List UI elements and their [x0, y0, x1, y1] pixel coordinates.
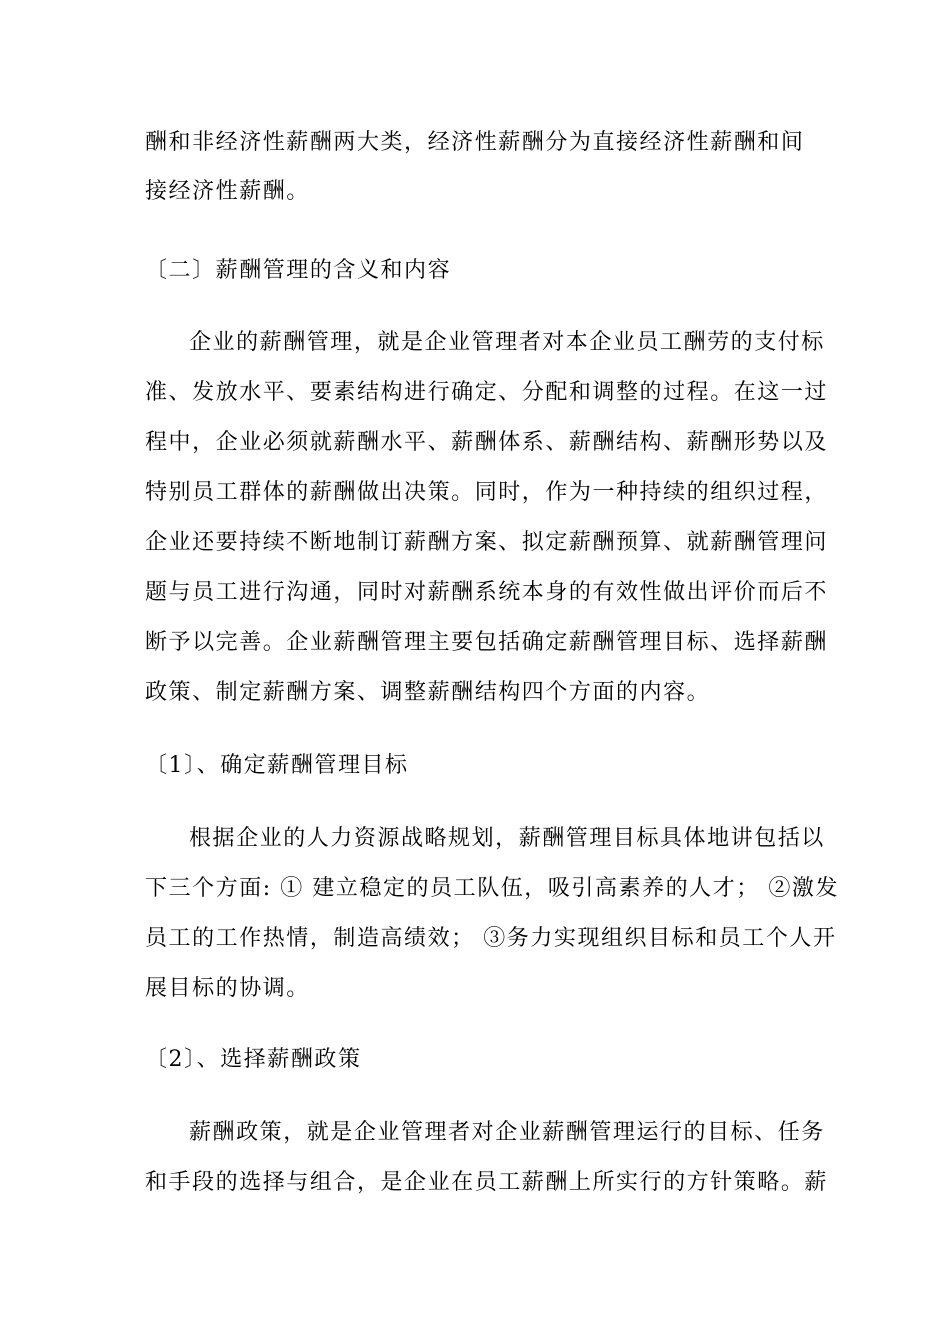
section-heading: 〔1〕、确定薪酬管理目标	[145, 753, 409, 778]
paragraph-line: 企业还要持续不断地制订薪酬方案、拟定薪酬预算、就薪酬管理问	[145, 530, 828, 555]
paragraph-line: 员工的工作热情，制造高绩效； ③务力实现组织目标和员工个人开	[145, 926, 837, 951]
paragraph-line: 题与员工进行沟通，同时对薪酬系统本身的有效性做出评价而后不	[145, 580, 828, 605]
paragraph-line: 酬和非经济性薪酬两大类，经济性薪酬分为直接经济性薪酬和间	[145, 130, 805, 155]
paragraph-line: 政策、制定薪酬方案、调整薪酬结构四个方面的内容。	[145, 680, 711, 705]
paragraph-line: 准、发放水平、要素结构进行确定、分配和调整的过程。在这一过	[145, 380, 828, 405]
paragraph-line: 程中，企业必须就薪酬水平、薪酬体系、薪酬结构、薪酬形势以及	[145, 430, 828, 455]
paragraph-line: 企业的薪酬管理，就是企业管理者对本企业员工酬劳的支付标	[189, 330, 825, 355]
paragraph-line: 断予以完善。企业薪酬管理主要包括确定薪酬管理目标、选择薪酬	[145, 630, 828, 655]
section-heading: 〔2〕、选择薪酬政策	[145, 1047, 362, 1072]
paragraph-line: 特别员工群体的薪酬做出决策。同时，作为一种持续的组织过程，	[145, 480, 828, 505]
paragraph-line: 接经济性薪酬。	[145, 179, 310, 204]
paragraph-line: 和手段的选择与组合，是企业在员工薪酬上所实行的方针策略。薪	[145, 1170, 828, 1195]
section-heading: 〔二〕薪酬管理的含义和内容	[145, 258, 452, 283]
paragraph-line: 根据企业的人力资源战略规划，薪酬管理目标具体地讲包括以	[189, 826, 825, 851]
paragraph-line: 薪酬政策，就是企业管理者对企业薪酬管理运行的目标、任务	[189, 1120, 825, 1145]
paragraph-line: 下三个方面: ① 建立稳定的员工队伍，吸引高素养的人才； ②激发	[145, 876, 839, 901]
paragraph-line: 展目标的协调。	[145, 976, 310, 1001]
